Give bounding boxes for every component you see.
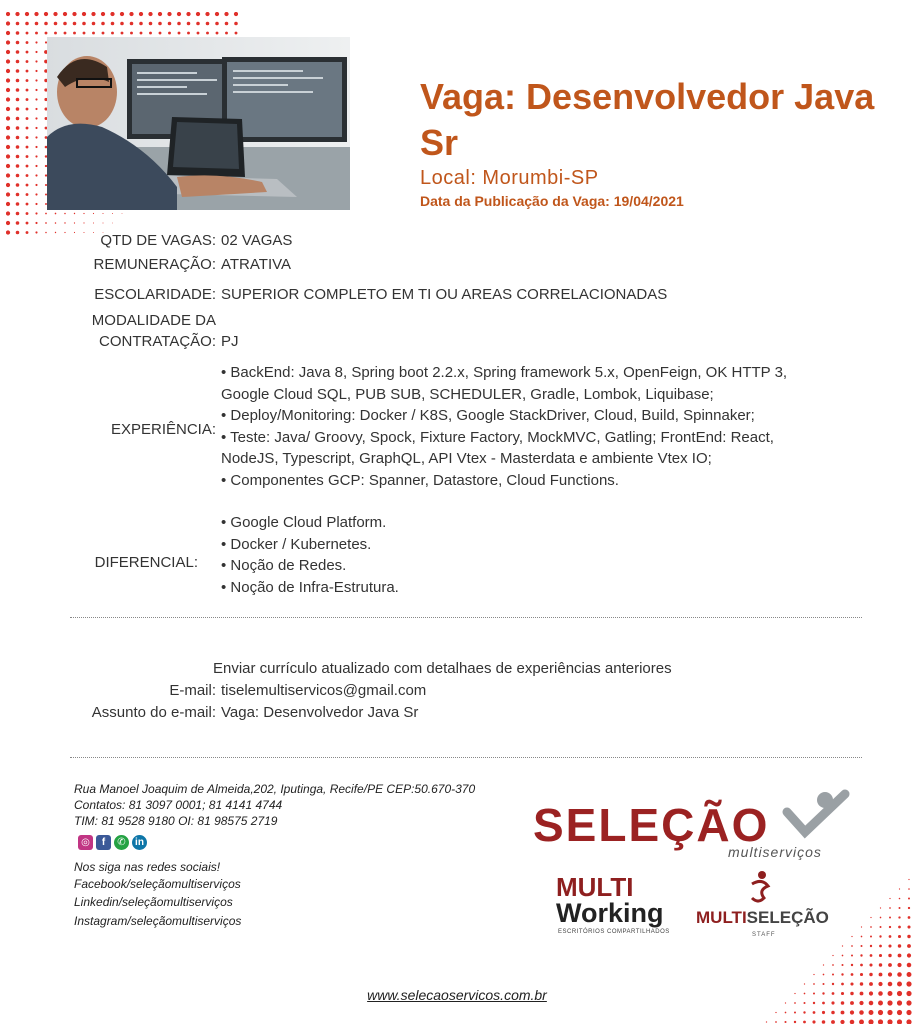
- multiworking-logo: [556, 872, 686, 938]
- diferencial-item: • Noção de Redes.: [221, 557, 347, 574]
- experiencia-label: EXPERIÊNCIA:: [110, 421, 216, 438]
- company-contacts: Contatos: 81 3097 0001; 81 4141 4744: [74, 798, 283, 812]
- experiencia-line: NodeJS, Typescript, GraphQL, API Vtex - Masterdata e ambiente Vtex IO;: [221, 450, 712, 467]
- apply-instruction: Enviar currículo atualizado com detalhaes de experiências anteriores: [213, 660, 672, 677]
- remuneracao-value: ATRATIVA: [221, 256, 292, 273]
- experiencia-line: • Deploy/Monitoring: Docker / K8S, Google StackDriver, Cloud, Build, Spinnaker;: [221, 407, 755, 424]
- follow-text: Nos siga nas redes sociais!: [74, 860, 221, 874]
- remuneracao-label: REMUNERAÇÃO:: [93, 256, 216, 273]
- multiworking-logo-bottom: Working: [556, 898, 664, 928]
- multiselecao-logo: [696, 870, 831, 940]
- linkedin-icon[interactable]: in: [132, 835, 147, 850]
- publication-date: Data da Publicação da Vaga: 19/04/2021: [420, 193, 684, 209]
- diferencial-item: • Docker / Kubernetes.: [221, 535, 372, 553]
- escolaridade-label: ESCOLARIDADE:: [94, 286, 216, 303]
- facebook-icon[interactable]: f: [96, 835, 111, 850]
- experiencia-line: Google Cloud SQL, PUB SUB, SCHEDULER, Gradle, Lombok, Liquibase;: [221, 385, 714, 403]
- escolaridade-value: SUPERIOR COMPLETO EM TI OU AREAS CORRELACIONADAS: [221, 286, 668, 303]
- modalidade-label-line2: CONTRATAÇÃO:: [99, 333, 216, 350]
- multiselecao-logo-part-b: SELEÇÃO: [746, 908, 829, 927]
- diferencial-item: • Google Cloud Platform.: [221, 514, 387, 531]
- selecao-logo: [533, 788, 853, 863]
- multiworking-logo-top: MULTI: [556, 872, 634, 902]
- modalidade-label-line1: MODALIDADE DA: [91, 312, 216, 329]
- multiselecao-logo-staff: STAFF: [752, 932, 776, 938]
- multiselecao-logo-word: [696, 908, 829, 928]
- email-link[interactable]: tiselemultiservicos@gmail.com: [221, 682, 427, 699]
- person-icon: [748, 870, 774, 906]
- selecao-logo-word: SELEÇÃO: [533, 799, 770, 851]
- email-label: E-mail:: [169, 682, 216, 699]
- section-divider: [70, 617, 862, 618]
- job-location: Local: Morumbi-SP: [420, 167, 599, 189]
- footer-divider: [70, 757, 862, 758]
- modalidade-value: PJ: [221, 333, 239, 350]
- job-title: Vaga: Desenvolvedor Java Sr: [420, 76, 875, 163]
- multiselecao-logo-part-a: MULTI: [696, 908, 747, 927]
- company-mobile: TIM: 81 9528 9180 OI: 81 98575 2719: [74, 814, 278, 828]
- diferencial-list: [221, 512, 399, 598]
- experiencia-list: [221, 362, 871, 491]
- experiencia-line: • Componentes GCP: Spanner, Datastore, Cloud Functions.: [221, 471, 619, 489]
- diferencial-item: • Noção de Infra-Estrutura.: [221, 578, 399, 596]
- social-icons: [78, 835, 147, 850]
- diferencial-label: DIFERENCIAL:: [94, 554, 198, 571]
- selecao-logo-subtitle: multiserviços: [728, 844, 822, 860]
- experiencia-line: • Teste: Java/ Groovy, Spock, Fixture Factory, MockMVC, Gatling; FrontEnd: React,: [221, 428, 774, 446]
- header-photo: [47, 37, 350, 210]
- website-link[interactable]: www.selecaoservicos.com.br: [367, 987, 547, 1003]
- qtd-value: 02 VAGAS: [221, 232, 293, 249]
- linkedin-link[interactable]: Linkedin/seleçãomultiserviços: [74, 895, 233, 909]
- experiencia-line: • BackEnd: Java 8, Spring boot 2.2.x, Spring framework 5.x, OpenFeign, OK HTTP 3,: [221, 364, 788, 381]
- company-address: Rua Manoel Joaquim de Almeida,202, Iputinga, Recife/PE CEP:50.670-370: [74, 782, 476, 796]
- whatsapp-icon[interactable]: ✆: [114, 835, 129, 850]
- instagram-icon[interactable]: ◎: [78, 835, 93, 850]
- qtd-label: QTD DE VAGAS:: [100, 232, 216, 249]
- instagram-link[interactable]: Instagram/seleçãomultiserviços: [74, 914, 242, 928]
- checkmark-icon: [781, 788, 851, 840]
- facebook-link[interactable]: Facebook/seleçãomultiserviços: [74, 877, 241, 891]
- subject-label: Assunto do e-mail:: [91, 704, 216, 721]
- subject-value: Vaga: Desenvolvedor Java Sr: [221, 704, 419, 721]
- multiworking-logo-tagline: ESCRITÓRIOS COMPARTILHADOS: [558, 929, 670, 935]
